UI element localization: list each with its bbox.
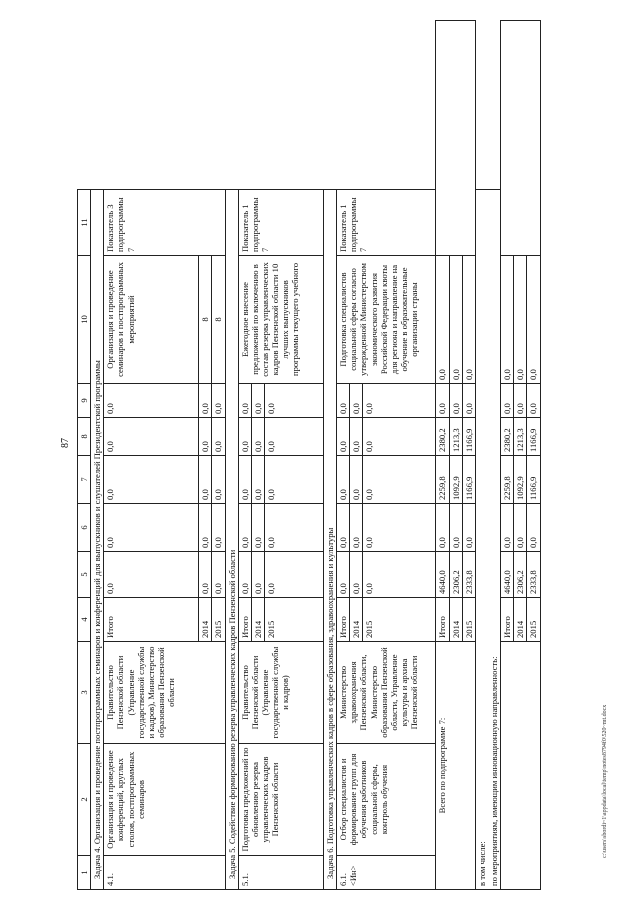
- column-header: 6: [78, 504, 91, 552]
- value-cell: 4640,0: [501, 552, 514, 598]
- value-cell: 0,0: [462, 256, 475, 384]
- including-label-row: [488, 21, 501, 890]
- value-cell: 0,0: [199, 384, 212, 418]
- value-cell: 0,0: [251, 384, 264, 418]
- value-cell: 0,0: [212, 504, 225, 552]
- column-header: 3: [78, 642, 91, 744]
- value-cell: 0,0: [264, 504, 323, 552]
- value-cell: 0,0: [363, 456, 436, 504]
- indicator-cell: Показатель 1 подпрограммы 7: [238, 190, 323, 256]
- column-header: 9: [78, 384, 91, 418]
- value-cell: 1166,9: [462, 418, 475, 456]
- rotated-table-container: [77, 20, 595, 890]
- value-cell: 1092,9: [514, 456, 527, 504]
- measure-name: Отбор специалистов и формирование групп для обучения работников социальной сферы, контроль обучения: [337, 744, 436, 856]
- value-cell: 0,0: [514, 504, 527, 552]
- table-row: [337, 21, 350, 890]
- indicator-cell: Показатель 1 подпрограммы 7: [337, 190, 436, 256]
- value-cell: 0,0: [264, 418, 323, 456]
- year-cell: 2015: [212, 598, 225, 642]
- value-cell: 4640,0: [436, 552, 449, 598]
- result-description: Подготовка специалистов социальной сферы согласно утвержденной Министерством экономического развития Российской Федерации квоты для региона и направление на обучение в образовательные организации страны: [337, 256, 436, 384]
- measure-name: Организация и проведение конференций, круглых столов, постпрограммных семинаров: [104, 744, 225, 856]
- value-cell: 0,0: [104, 504, 199, 552]
- executor: Правительство Пензенской области (Управление государственной службы и кадров), Министерство образования Пензенской области: [104, 642, 225, 744]
- value-cell: 0,0: [363, 418, 436, 456]
- empty-cell: [501, 642, 540, 890]
- value-cell: 0,0: [462, 504, 475, 552]
- value-cell: 2306,2: [514, 552, 527, 598]
- value-cell: 0,0: [199, 418, 212, 456]
- value-cell: 0,0: [238, 384, 251, 418]
- value-cell: 0,0: [264, 552, 323, 598]
- indicator-cell: Показатель 3 подпрограммы 7: [104, 190, 225, 256]
- year-cell: 2014: [350, 598, 363, 642]
- value-cell: 0,0: [212, 384, 225, 418]
- including-label-row: [475, 21, 488, 890]
- year-cell: 2014: [199, 598, 212, 642]
- value-cell: 0,0: [514, 256, 527, 384]
- table-row: [238, 21, 251, 890]
- value-cell: 1092,9: [449, 456, 462, 504]
- value-cell: 0,0: [264, 384, 323, 418]
- task-heading: Задача 5. Содействие формированию резерва управленческих кадров Пензенской области: [225, 190, 238, 890]
- column-header: 5: [78, 552, 91, 598]
- value-cell: 0,0: [337, 456, 350, 504]
- value-cell: 0,0: [514, 384, 527, 418]
- value-cell: 2380,2: [501, 418, 514, 456]
- value-cell: 0,0: [199, 552, 212, 598]
- value-cell: 2380,2: [436, 418, 449, 456]
- year-cell: Итого: [104, 598, 199, 642]
- value-cell: 1166,9: [462, 456, 475, 504]
- value-cell: 0,0: [337, 418, 350, 456]
- page-number: 87: [60, 438, 71, 448]
- value-cell: 0,0: [251, 552, 264, 598]
- value-cell: 0,0: [199, 504, 212, 552]
- value-cell: 0,0: [337, 552, 350, 598]
- value-cell: 0,0: [238, 418, 251, 456]
- measure-number: 5.1.: [238, 856, 323, 890]
- value-cell: 0,0: [527, 256, 540, 384]
- value-cell: 0,0: [104, 384, 199, 418]
- value-cell: 0,0: [251, 456, 264, 504]
- value-cell: 0,0: [363, 504, 436, 552]
- value-cell: 0,0: [449, 384, 462, 418]
- value-cell: 0,0: [238, 456, 251, 504]
- column-header: 10: [78, 256, 91, 384]
- value-cell: 0,0: [449, 504, 462, 552]
- value-cell: 0,0: [337, 384, 350, 418]
- year-cell: Итого: [238, 598, 251, 642]
- value-cell: 0,0: [501, 504, 514, 552]
- value-cell: 2333,8: [462, 552, 475, 598]
- value-cell: 0,0: [449, 256, 462, 384]
- measure-name: Подготовка предложений по обновлению резерва управленческих кадров Пензенской области: [238, 744, 323, 856]
- value-cell: 0,0: [104, 552, 199, 598]
- year-cell: Итого: [337, 598, 350, 642]
- value-cell: 0,0: [264, 456, 323, 504]
- value-cell: 0,0: [104, 456, 199, 504]
- value-cell: 0,0: [527, 384, 540, 418]
- column-header: 2: [78, 744, 91, 856]
- result-description: Ежегодное внесение предложений по включению в состав резерва управленческих кадров Пензенской области 10 лучших выпускников программы текущего учебного: [238, 256, 323, 384]
- subprogram-table: [77, 20, 541, 890]
- value-cell: 2306,2: [449, 552, 462, 598]
- empty-cell: [436, 21, 475, 256]
- value-cell: 0,0: [363, 384, 436, 418]
- footer-file-path: c:\users\sbordi~1\appdata\local\temp\notes8794f0\520~mt.docx: [602, 704, 608, 858]
- including-sublabel: по мероприятиям, имеющим инновационную направленность:: [488, 190, 501, 890]
- value-cell: 0,0: [462, 384, 475, 418]
- table-row: [104, 21, 199, 890]
- value-cell: 0,0: [527, 504, 540, 552]
- value-cell: 0,0: [501, 384, 514, 418]
- column-header: 8: [78, 418, 91, 456]
- value-cell: 0,0: [251, 504, 264, 552]
- value-cell: 0,0: [337, 504, 350, 552]
- total-row: [436, 21, 449, 890]
- result-description: Организация и проведение семинаров и постпрограммных мероприятий: [104, 256, 199, 384]
- year-cell: 2015: [363, 598, 436, 642]
- value-cell: 0,0: [104, 418, 199, 456]
- value-cell: 2259,8: [501, 456, 514, 504]
- including-row: [501, 21, 514, 890]
- task-heading: Задача 4. Организация и проведение постпрограммных семинаров и конференций для выпускников и слушателей Президентской программы: [91, 190, 104, 890]
- value-cell: 0,0: [238, 504, 251, 552]
- value-cell: 2259,8: [436, 456, 449, 504]
- value-cell: 0,0: [350, 456, 363, 504]
- value-cell: 0,0: [238, 552, 251, 598]
- year-cell: Итого: [501, 598, 514, 642]
- value-cell: 1166,9: [527, 456, 540, 504]
- value-cell: 2333,8: [527, 552, 540, 598]
- including-label: в том числе:: [475, 190, 488, 890]
- value-cell: 0,0: [501, 256, 514, 384]
- executor: Министерство здравоохранения Пензенской области, Министерство образования Пензенской области, Управление культуры и архива Пензенской области: [337, 642, 436, 744]
- value-cell: 0,0: [251, 418, 264, 456]
- empty-cell: [501, 21, 540, 256]
- value-cell: 0,0: [212, 456, 225, 504]
- value-cell: 0,0: [212, 418, 225, 456]
- value-cell: 0,0: [350, 552, 363, 598]
- total-label: Всего по подпрограмме 7:: [436, 642, 475, 890]
- value-cell: 0,0: [436, 384, 449, 418]
- year-cell: 2015: [527, 598, 540, 642]
- value-cell: 0,0: [436, 504, 449, 552]
- executor: Правительство Пензенской области (Управление государственной службы и кадров): [238, 642, 323, 744]
- measure-number: 6.1. <Ин>: [337, 856, 436, 890]
- year-cell: 2014: [251, 598, 264, 642]
- result-value: 8: [212, 256, 225, 384]
- value-cell: 0,0: [212, 552, 225, 598]
- value-cell: 0,0: [199, 456, 212, 504]
- year-cell: 2015: [462, 598, 475, 642]
- value-cell: 0,0: [350, 504, 363, 552]
- column-header: 11: [78, 190, 91, 256]
- value-cell: 1166,9: [527, 418, 540, 456]
- value-cell: 0,0: [350, 384, 363, 418]
- value-cell: 0,0: [363, 552, 436, 598]
- value-cell: 0,0: [350, 418, 363, 456]
- column-header: 7: [78, 456, 91, 504]
- column-header: 4: [78, 598, 91, 642]
- value-cell: 1213,3: [449, 418, 462, 456]
- task-heading: Задача 6. Подготовка управленческих кадров в сфере образования, здравоохранения и культуры: [323, 190, 336, 890]
- result-value: 8: [199, 256, 212, 384]
- value-cell: 1213,3: [514, 418, 527, 456]
- value-cell: 0,0: [436, 256, 449, 384]
- year-cell: Итого: [436, 598, 449, 642]
- column-header: 1: [78, 856, 91, 890]
- year-cell: 2014: [514, 598, 527, 642]
- year-cell: 2014: [449, 598, 462, 642]
- year-cell: 2015: [264, 598, 323, 642]
- measure-number: 4.1.: [104, 856, 225, 890]
- column-number-row: [78, 21, 91, 890]
